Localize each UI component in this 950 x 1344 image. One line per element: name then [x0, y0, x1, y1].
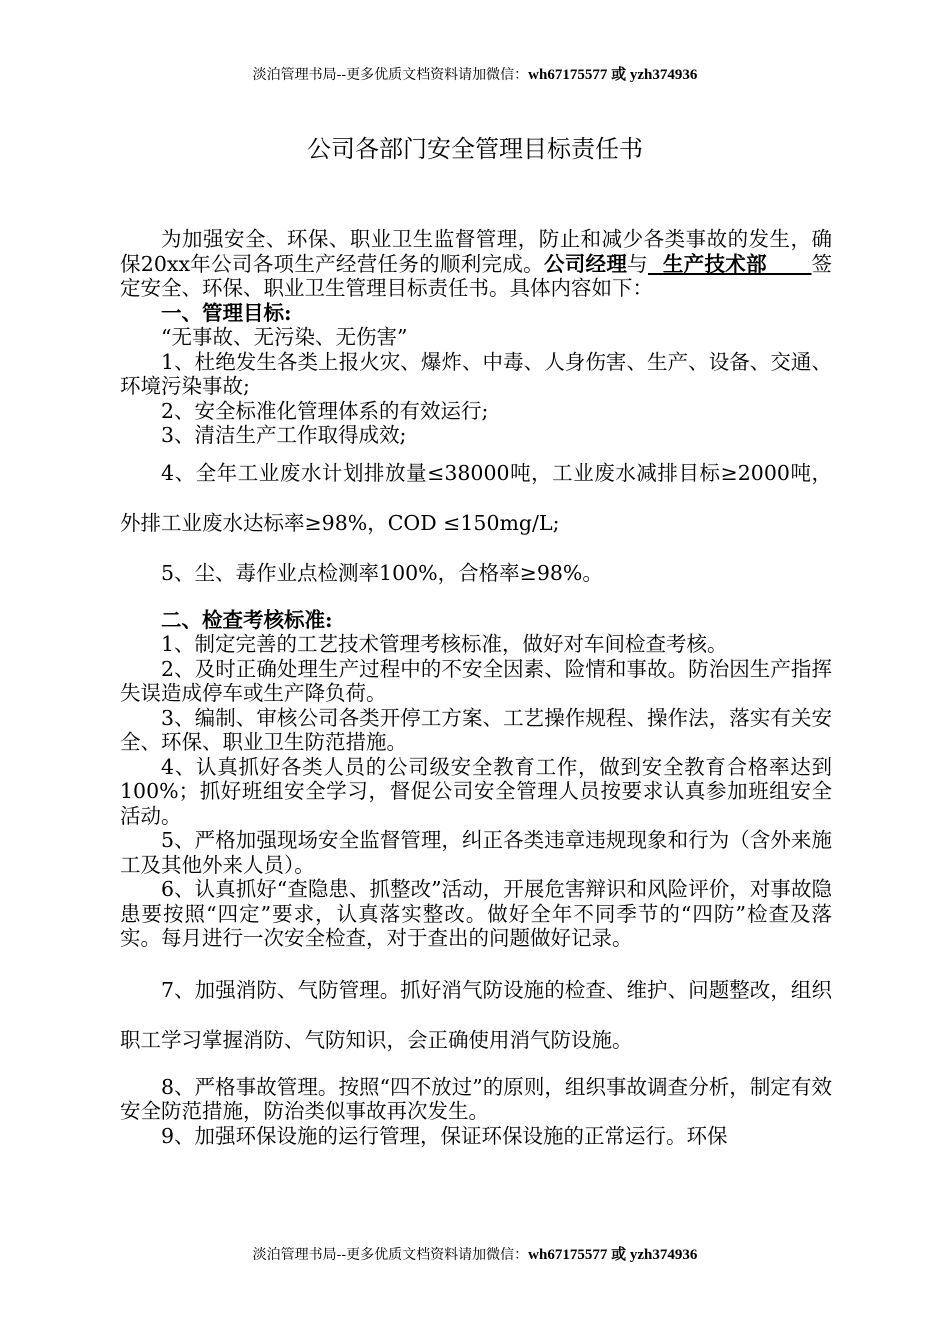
section1-item-4: 4、全年工业废水计划排放量≤38000吨，工业废水减排目标≥2000吨，外排工业废水达标率≥98%，COD ≤150mg/L;: [120, 460, 832, 535]
section2-item-9: 9、加强环保设施的运行管理，保证环保设施的正常运行。环保: [161, 1123, 728, 1148]
footer-text: 淡泊管理书局--更多优质文档资料请加微信：: [252, 1247, 529, 1263]
section1-item-1: 1、杜绝发生各类上报火灾、爆炸、中毒、人身伤害、生产、设备、交通、环境污染事故;: [120, 349, 832, 398]
section2-item-1: 1、制定完善的工艺技术管理考核标准，做好对车间检查考核。: [161, 632, 728, 656]
section2-item-3: 3、编制、审核公司各类开停工方案、工艺操作规程、操作法，落实有关安全、环保、职业卫生防范措施。: [120, 705, 832, 754]
section1-item-5: 5、尘、毒作业点检测率100%，合格率≥98%。: [161, 560, 603, 585]
intro-text-2: 签定安全、环保、职业卫生管理目标责任书。具体内容如下：: [120, 251, 833, 300]
intro-text: 为加强安全、环保、职业卫生监督管理，防止和减少各类事故的发生，确保20xx年公司各项生产经营任务的顺利完成。: [120, 227, 832, 276]
section2-item-7: 7、加强消防、气防管理。抓好消气防设施的检查、维护、问题整改，组织职工学习掌握消防、气防知识，会正确使用消气防设施。: [120, 977, 832, 1052]
section2-item-8: 8、严格事故管理。按照“四不放过”的原则，组织事故调查分析，制定有效安全防范措施，防治类似事故再次发生。: [120, 1074, 832, 1123]
party-a: 公司经理: [543, 251, 628, 276]
header-text: 淡泊管理书局--更多优质文档资料请加微信：: [252, 67, 529, 83]
header-contact: wh67175577 或 yzh374936: [528, 67, 698, 83]
footer-contact: wh67175577 或 yzh374936: [528, 1247, 698, 1263]
document-title: 公司各部门安全管理目标责任书: [307, 135, 643, 163]
page-footer: [0, 1246, 950, 1264]
intro-paragraph: [120, 227, 832, 301]
intro-conj: 与: [627, 251, 648, 276]
section1-motto: “无事故、无污染、无伤害”: [161, 325, 408, 349]
section1-item-2: 2、安全标准化管理体系的有效运行;: [161, 398, 489, 423]
page-header: [0, 66, 950, 84]
section2-item-5: 5、严格加强现场安全监督管理，纠正各类违章违规现象和行为（含外来施工及其他外来人员）。: [120, 828, 832, 877]
section2-heading: 二、检查考核标准:: [161, 607, 333, 632]
section2-item-4: 4、认真抓好各类人员的公司级安全教育工作，做到安全教育合格率达到100%；抓好班组安全学习，督促公司安全管理人员按要求认真参加班组安全活动。: [120, 754, 832, 828]
party-b: 生产技术部: [647, 251, 812, 276]
document-body: [120, 227, 832, 1148]
section1-heading: 一、管理目标:: [161, 300, 292, 325]
section2-item-2: 2、及时正确处理生产过程中的不安全因素、险情和事故。防治因生产指挥失误造成停车或生产降负荷。: [120, 656, 832, 705]
section2-item-6: 6、认真抓好“查隐患、抓整改”活动，开展危害辩识和风险评价，对事故隐患要按照“四定”要求，认真落实整改。做好全年不同季节的“四防”检查及落实。每月进行一次安全检查，对于查出的问题做好记录。: [120, 877, 832, 950]
section1-item-3: 3、清洁生产工作取得成效;: [161, 423, 407, 447]
